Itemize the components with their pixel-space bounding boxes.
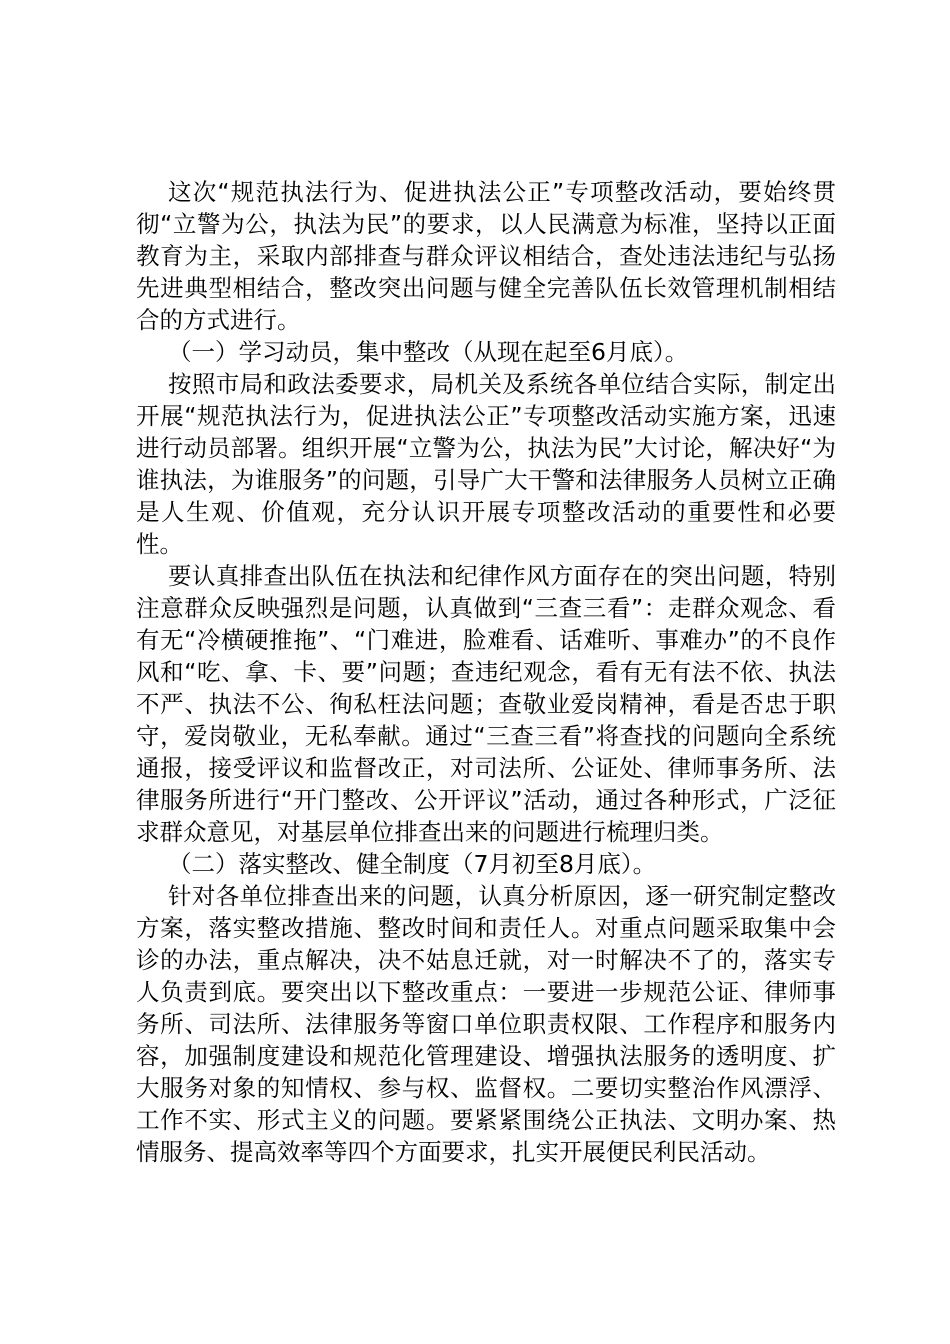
section-heading-2: （二）落实整改、健全制度（7月初至8月底）。 bbox=[168, 850, 657, 878]
document-body bbox=[136, 176, 836, 1168]
paragraph-rectification: 针对各单位排查出来的问题，认真分析原因，逐一研究制定整改方案，落实整改措施、整改时间和责任人。对重点问题采取集中会诊的办法，重点解决，决不姑息迁就，对一时解决不了的，落实专人负责到底。要突出以下整改重点：一要进一步规范公证、律师事务所、司法所、法律服务等窗口单位职责权限、工作程序和服务内容，加强制度建设和规范化管理建设、增强执法服务的透明度、扩大服务对象的知情权、参与权、监督权。二要切实整治作风漂浮、工作不实、形式主义的问题。要紧紧围绕公正执法、文明办案、热情服务、提高效率等四个方面要求，扎实开展便民利民活动。 bbox=[136, 882, 836, 1166]
section-heading-1: （一）学习动员，集中整改（从现在起至6月底）。 bbox=[168, 338, 689, 366]
paragraph-mobilization: 按照市局和政法委要求，局机关及系统各单位结合实际，制定出开展“规范执法行为，促进执法公正”专项整改活动实施方案，迅速进行动员部署。组织开展“立警为公，执法为民”大讨论，解决好“为谁执法，为谁服务”的问题，引导广大干警和法律服务人员树立正确是人生观、价值观，充分认识开展专项整改活动的重要性和必要性。 bbox=[136, 370, 836, 558]
paragraph-investigation: 要认真排查出队伍在执法和纪律作风方面存在的突出问题，特别注意群众反映强烈是问题，认真做到“三查三看”：走群众观念、看有无“冷横硬推拖”、“门难进，脸难看、话难听、事难办”的不良作风和“吃、拿、卡、要”问题；查违纪观念，看有无有法不依、执法不严、执法不公、徇私枉法问题；查敬业爱岗精神，看是否忠于职守，爱岗敬业，无私奉献。通过“三查三看”将查找的问题向全系统通报，接受评议和监督改正，对司法所、公证处、律师事务所、法律服务所进行“开门整改、公开评议”活动，通过各种形式，广泛征求群众意见，对基层单位排查出来的问题进行梳理归类。 bbox=[136, 562, 836, 846]
paragraph-intro: 这次“规范执法行为、促进执法公正”专项整改活动，要始终贯彻“立警为公，执法为民”的要求，以人民满意为标准，坚持以正面教育为主，采取内部排查与群众评议相结合，查处违法违纪与弘扬先进典型相结合，整改突出问题与健全完善队伍长效管理机制相结合的方式进行。 bbox=[136, 178, 836, 334]
